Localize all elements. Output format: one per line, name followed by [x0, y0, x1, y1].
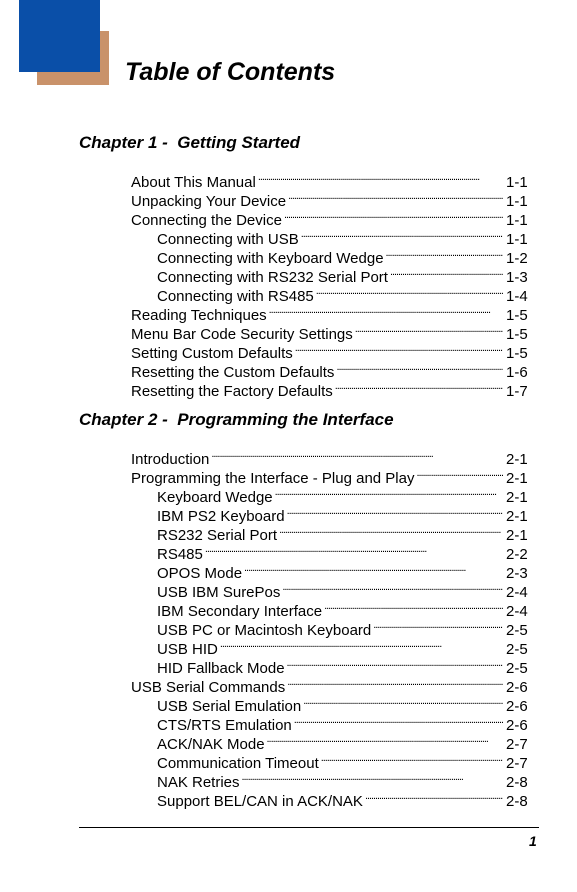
dot-leader: [294, 711, 503, 730]
toc-entry[interactable]: [0, 521, 577, 544]
dot-leader: [284, 206, 503, 225]
toc-entry-page: 2-8: [506, 774, 528, 791]
toc-entry-title: ACK/NAK Mode: [157, 736, 265, 753]
dot-leader: [321, 749, 503, 768]
toc-entry-page: 1-1: [506, 231, 528, 248]
dot-leader: [324, 597, 503, 616]
toc-entry-page: 1-5: [506, 345, 528, 362]
toc-entry[interactable]: [0, 187, 577, 210]
dot-leader: [373, 616, 503, 635]
toc-entry-title: IBM PS2 Keyboard: [157, 508, 285, 525]
dot-leader: [390, 263, 503, 282]
dot-leader: [365, 787, 503, 806]
dot-leader: [211, 445, 503, 464]
chapter-name: Getting Started: [177, 133, 301, 152]
toc-entry[interactable]: [0, 768, 577, 791]
toc-entry-page: 1-1: [506, 174, 528, 191]
toc-entry-page: 1-5: [506, 326, 528, 343]
toc-entry-page: 2-2: [506, 546, 528, 563]
toc-entry-page: 2-6: [506, 717, 528, 734]
chapter-1-entries: [0, 168, 577, 400]
chapter-1-heading[interactable]: [79, 133, 300, 153]
toc-entry[interactable]: [0, 282, 577, 305]
toc-entry[interactable]: [0, 635, 577, 658]
page-title: Table of Contents: [125, 58, 336, 86]
toc-entry[interactable]: [0, 730, 577, 753]
dot-leader: [355, 320, 503, 339]
toc-entry-page: 2-6: [506, 698, 528, 715]
dot-leader: [336, 358, 503, 377]
toc-entry[interactable]: [0, 225, 577, 248]
toc-entry[interactable]: [0, 301, 577, 324]
dot-leader: [287, 654, 503, 673]
dot-leader: [287, 502, 503, 521]
toc-entry-page: 2-8: [506, 793, 528, 810]
dot-leader: [279, 521, 503, 540]
toc-entry-page: 1-1: [506, 212, 528, 229]
toc-entry-title: Menu Bar Code Security Settings: [131, 326, 353, 343]
toc-entry-title: Support BEL/CAN in ACK/NAK: [157, 793, 363, 810]
toc-entry[interactable]: [0, 578, 577, 601]
toc-entry-page: 2-4: [506, 584, 528, 601]
toc-entry-title: Connecting with Keyboard Wedge: [157, 250, 384, 267]
toc-entry-page: 2-5: [506, 622, 528, 639]
dot-leader: [267, 730, 503, 749]
footer-divider: [79, 827, 539, 828]
dot-leader: [244, 559, 503, 578]
toc-entry-title: HID Fallback Mode: [157, 660, 285, 677]
toc-entry-title: NAK Retries: [157, 774, 240, 791]
toc-entry-title: About This Manual: [131, 174, 256, 191]
toc-entry-title: USB PC or Macintosh Keyboard: [157, 622, 372, 639]
toc-entry-title: IBM Secondary Interface: [157, 603, 323, 620]
dot-leader: [303, 692, 503, 711]
toc-entry-page: 2-1: [506, 451, 528, 468]
logo-square: [19, 0, 100, 72]
toc-entry[interactable]: [0, 320, 577, 343]
dot-leader: [258, 168, 503, 187]
toc-entry[interactable]: [0, 263, 577, 286]
toc-entry-page: 2-7: [506, 736, 528, 753]
toc-entry-title: Setting Custom Defaults: [131, 345, 293, 362]
toc-entry-title: USB Serial Emulation: [157, 698, 302, 715]
toc-entry[interactable]: [0, 692, 577, 715]
toc-entry-title: RS232 Serial Port: [157, 527, 278, 544]
toc-entry[interactable]: [0, 483, 577, 506]
toc-entry-page: 2-1: [506, 470, 528, 487]
toc-entry-page: 2-1: [506, 527, 528, 544]
toc-entry[interactable]: [0, 616, 577, 639]
toc-entry-page: 1-5: [506, 307, 528, 324]
dot-leader: [287, 673, 503, 692]
toc-entry[interactable]: [0, 445, 577, 468]
toc-entry-page: 1-1: [506, 193, 528, 210]
toc-entry[interactable]: [0, 358, 577, 381]
chapter-label: Chapter 1 -: [79, 133, 168, 152]
dot-leader: [416, 464, 503, 483]
chapter-2-heading[interactable]: [79, 410, 394, 430]
toc-entry[interactable]: [0, 377, 577, 400]
toc-entry[interactable]: [0, 673, 577, 696]
dot-leader: [205, 540, 503, 559]
toc-entry-page: 1-6: [506, 364, 528, 381]
dot-leader: [335, 377, 503, 396]
toc-entry-page: 2-5: [506, 660, 528, 677]
toc-entry[interactable]: [0, 502, 577, 525]
toc-entry-page: 1-7: [506, 383, 528, 400]
toc-entry-page: 2-7: [506, 755, 528, 772]
toc-entry[interactable]: [0, 654, 577, 677]
toc-entry[interactable]: [0, 244, 577, 267]
toc-entry-page: 1-3: [506, 269, 528, 286]
toc-entry[interactable]: [0, 711, 577, 734]
toc-entry[interactable]: [0, 464, 577, 487]
toc-entry[interactable]: [0, 168, 577, 191]
toc-entry-title: Connecting with RS232 Serial Port: [157, 269, 388, 286]
toc-entry[interactable]: [0, 749, 577, 772]
toc-entry-page: 1-4: [506, 288, 528, 305]
toc-entry-title: Connecting the Device: [131, 212, 282, 229]
toc-entry-title: Connecting with RS485: [157, 288, 314, 305]
page-number: 1: [529, 833, 537, 849]
toc-entry[interactable]: [0, 597, 577, 620]
toc-entry[interactable]: [0, 339, 577, 362]
toc-entry-page: 2-3: [506, 565, 528, 582]
toc-entry-page: 2-1: [506, 489, 528, 506]
toc-entry[interactable]: [0, 540, 577, 563]
chapter-label: Chapter 2 -: [79, 410, 168, 429]
dot-leader: [282, 578, 503, 597]
toc-entry-page: 2-1: [506, 508, 528, 525]
toc-entry-page: 2-4: [506, 603, 528, 620]
toc-entry-title: CTS/RTS Emulation: [157, 717, 292, 734]
dot-leader: [242, 768, 503, 787]
toc-entry-title: Resetting the Factory Defaults: [131, 383, 333, 400]
toc-entry-title: RS485: [157, 546, 203, 563]
toc-entry-page: 2-5: [506, 641, 528, 658]
dot-leader: [275, 483, 503, 502]
chapter-2-entries: [0, 445, 577, 810]
dot-leader: [301, 225, 503, 244]
toc-entry-title: Keyboard Wedge: [157, 489, 273, 506]
chapter-name: Programming the Interface: [177, 410, 394, 429]
dot-leader: [269, 301, 503, 320]
toc-entry-title: Introduction: [131, 451, 210, 468]
dot-leader: [386, 244, 503, 263]
toc-entry[interactable]: [0, 787, 577, 810]
toc-entry-title: Resetting the Custom Defaults: [131, 364, 335, 381]
toc-entry-title: USB Serial Commands: [131, 679, 286, 696]
toc-entry-title: Connecting with USB: [157, 231, 299, 248]
toc-entry-title: Communication Timeout: [157, 755, 319, 772]
dot-leader: [316, 282, 503, 301]
toc-entry-title: Reading Techniques: [131, 307, 267, 324]
dot-leader: [220, 635, 503, 654]
toc-entry[interactable]: [0, 559, 577, 582]
toc-entry-title: USB IBM SurePos: [157, 584, 281, 601]
dot-leader: [288, 187, 503, 206]
toc-entry-title: Programming the Interface - Plug and Play: [131, 470, 415, 487]
toc-entry-title: OPOS Mode: [157, 565, 243, 582]
toc-entry-page: 1-2: [506, 250, 528, 267]
toc-entry[interactable]: [0, 206, 577, 229]
toc-entry-page: 2-6: [506, 679, 528, 696]
toc-entry-title: Unpacking Your Device: [131, 193, 287, 210]
toc-entry-title: USB HID: [157, 641, 218, 658]
dot-leader: [295, 339, 503, 358]
